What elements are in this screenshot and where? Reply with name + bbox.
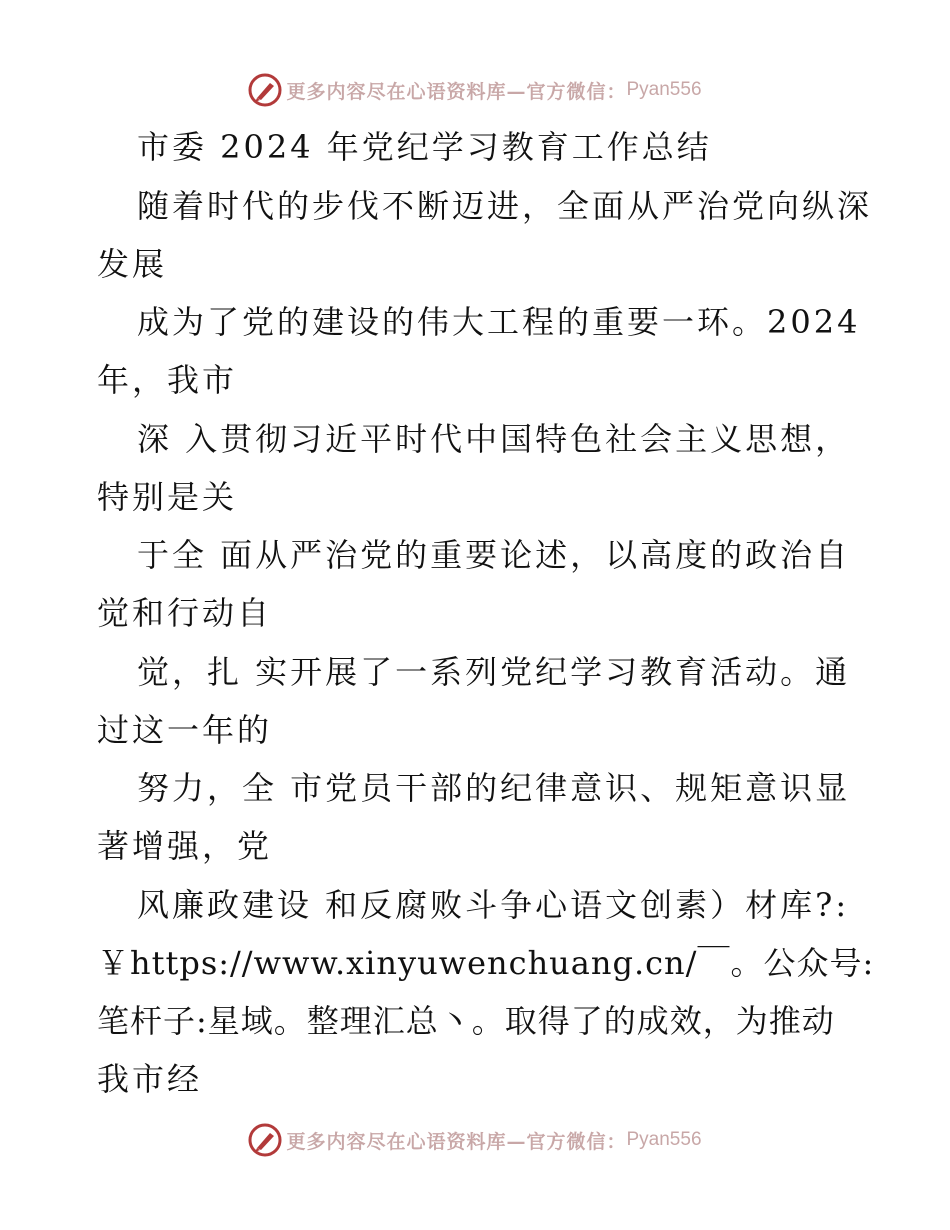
wechat-id: Pyan556	[626, 79, 702, 100]
paragraph-line: 过这一年的	[97, 711, 273, 749]
paragraph-line: 努力，全 市党员干部的纪律意识、规矩意识显	[137, 769, 851, 807]
pen-logo-icon	[248, 1123, 282, 1157]
paragraph-line: 著增强，党	[97, 827, 273, 865]
banner-text: 更多内容尽在心语资料库—官方微信：	[286, 1130, 627, 1153]
paragraph-line: 笔杆子:星域。整理汇总丶。取得了的成效，为推动	[97, 1002, 835, 1040]
paragraph-line: 特别是关	[97, 478, 238, 516]
paragraph-line: 于全 面从严治党的重要论述，以高度的政治自	[137, 536, 851, 574]
pen-logo-icon	[248, 73, 282, 107]
paragraph-line: 成为了党的建设的伟大工程的重要一环。2024	[137, 303, 861, 341]
paragraph-line: 发展	[97, 245, 168, 283]
paragraph-line: 觉和行动自	[97, 594, 273, 632]
paragraph-line: 年，我市	[97, 361, 238, 399]
wechat-id: Pyan556	[626, 1129, 702, 1150]
paragraph-line: 风廉政建设 和反腐败斗争心语文创素）材库?:	[137, 886, 850, 924]
banner-text: 更多内容尽在心语资料库—官方微信：	[286, 80, 627, 103]
paragraph-line: 深 入贯彻习近平时代中国特色社会主义思想，	[137, 420, 851, 458]
header-banner	[0, 70, 950, 110]
footer-banner	[0, 1120, 950, 1160]
paragraph-line: 随着时代的步伐不断迈进，全面从严治党向纵深	[137, 187, 873, 225]
document-title: 市委 2024 年党纪学习教育工作总结	[137, 128, 712, 166]
paragraph-line: ￥https://www.xinyuwenchuang.cn/￣。公众号:	[97, 944, 875, 982]
paragraph-line: 我市经	[97, 1060, 203, 1098]
paragraph-line: 觉，扎 实开展了一系列党纪学习教育活动。通	[137, 653, 851, 691]
